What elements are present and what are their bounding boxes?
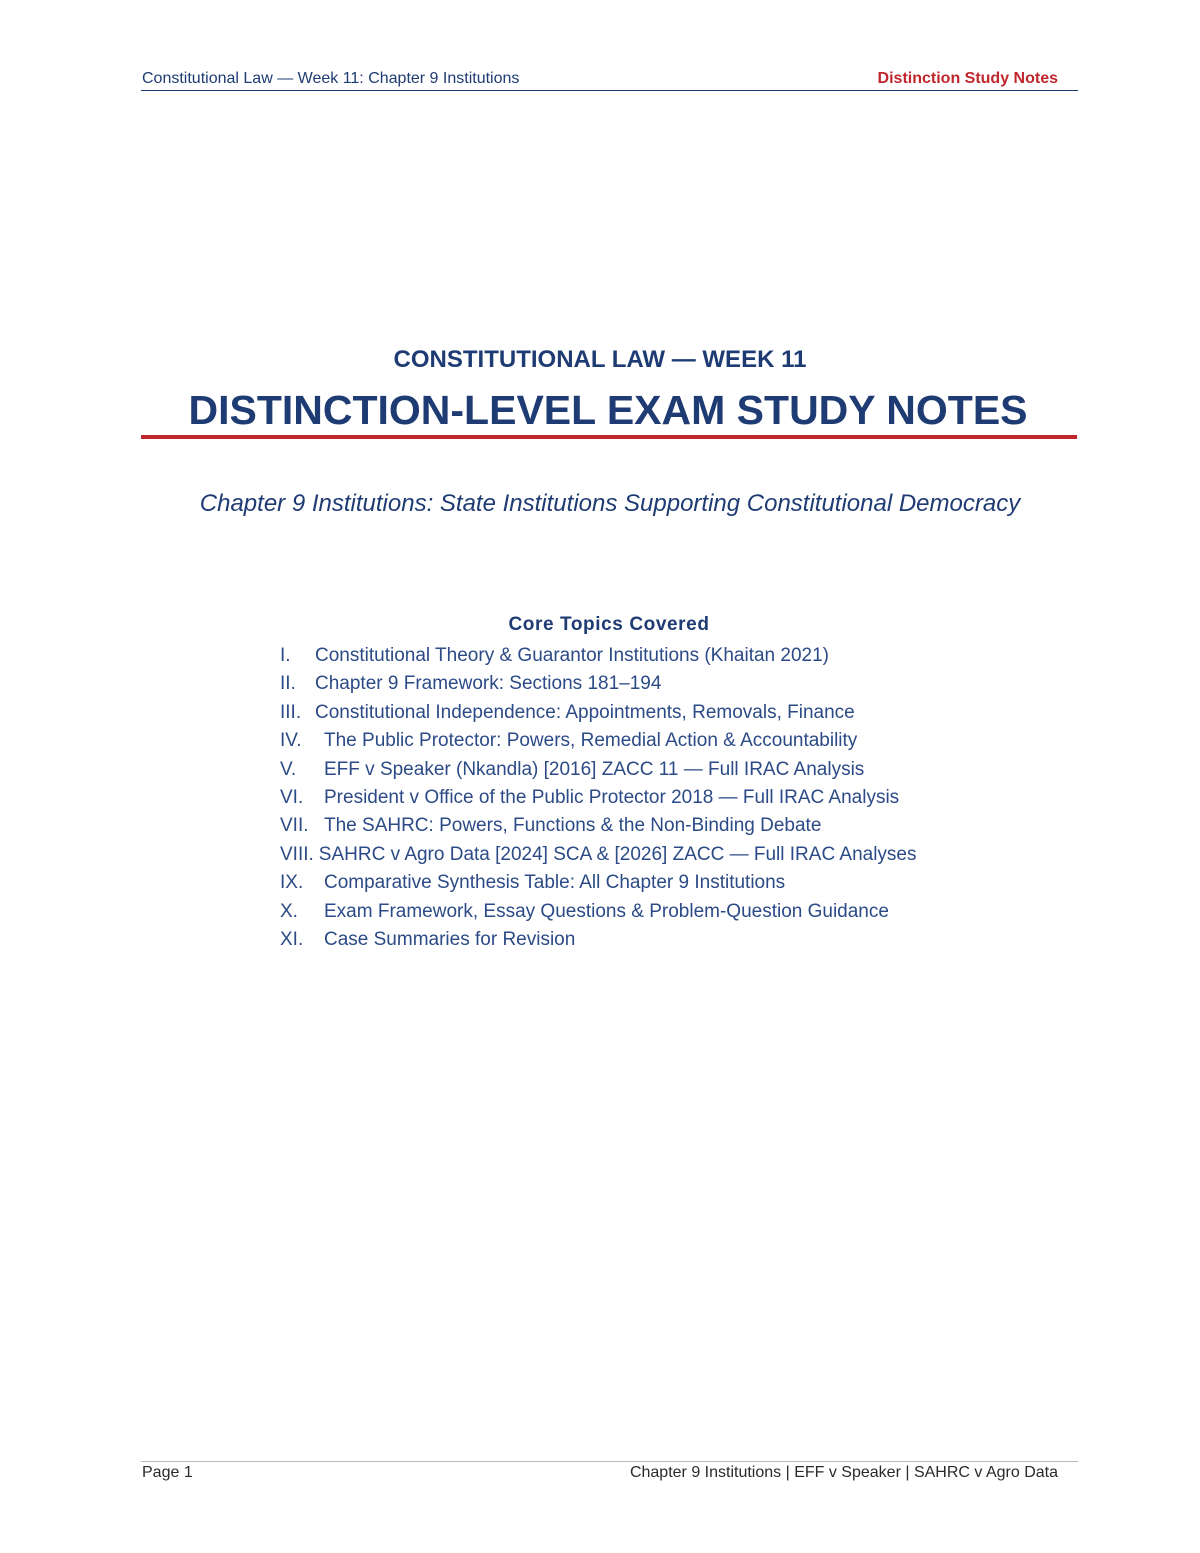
topic-number: V. <box>280 758 297 780</box>
topic-number: I. <box>280 645 291 666</box>
topic-text: EFF v Speaker (Nkandla) [2016] ZACC 11 — Full IRAC Analysis <box>324 758 865 780</box>
topic-number: IV. <box>280 730 302 752</box>
header-document-title: Constitutional Law — Week 11: Chapter 9 Institutions <box>142 70 520 87</box>
topic-text: Exam Framework, Essay Questions & Problem-Question Guidance <box>324 900 889 922</box>
topic-item <box>280 785 917 813</box>
title-divider <box>141 435 1077 439</box>
page-footer <box>141 1461 1078 1492</box>
topic-text: SAHRC v Agro Data [2024] SCA & [2026] ZACC — Full IRAC Analyses <box>318 843 917 865</box>
page-number: Page 1 <box>142 1464 193 1481</box>
topic-number: VI. <box>280 786 304 808</box>
topic-number: III. <box>280 701 302 723</box>
topic-item <box>280 870 917 898</box>
document-main-title: DISTINCTION-LEVEL EXAM STUDY NOTES <box>188 387 1028 433</box>
topic-text: Constitutional Theory & Guarantor Institutions (Khaitan 2021) <box>315 645 829 666</box>
topic-number: IX. <box>280 872 304 894</box>
topic-text: Case Summaries for Revision <box>324 928 576 950</box>
topic-number: VII. <box>280 815 309 837</box>
topic-item <box>280 927 917 955</box>
topic-number: X. <box>280 900 298 922</box>
topic-item <box>280 842 917 870</box>
topic-text: The SAHRC: Powers, Functions & the Non-Binding Debate <box>324 815 822 837</box>
header-series-label: Distinction Study Notes <box>877 70 1058 87</box>
topic-item <box>280 671 917 699</box>
topic-item <box>280 757 917 785</box>
topic-item <box>280 899 917 927</box>
topics-heading: Core Topics Covered <box>508 614 710 635</box>
topic-text: Chapter 9 Framework: Sections 181–194 <box>315 673 662 695</box>
topic-number: VIII. <box>280 843 314 865</box>
topic-text: Constitutional Independence: Appointments, Removals, Finance <box>315 701 855 723</box>
course-week-heading: CONSTITUTIONAL LAW — WEEK 11 <box>393 346 807 373</box>
topic-item <box>280 813 917 841</box>
page-header <box>141 68 1078 91</box>
topics-list <box>280 643 917 955</box>
topic-item <box>280 728 917 756</box>
topic-number: XI. <box>280 928 304 950</box>
topic-text: The Public Protector: Powers, Remedial Action & Accountability <box>324 730 858 752</box>
topic-item <box>280 700 917 728</box>
topic-number: II. <box>280 673 296 695</box>
topic-item <box>280 643 917 671</box>
topic-text: Comparative Synthesis Table: All Chapter 9 Institutions <box>324 872 786 894</box>
footer-case-list: Chapter 9 Institutions | EFF v Speaker | SAHRC v Agro Data <box>629 1464 1058 1481</box>
topic-text: President v Office of the Public Protector 2018 — Full IRAC Analysis <box>324 786 900 808</box>
document-subtitle: Chapter 9 Institutions: State Institutions Supporting Constitutional Democracy <box>199 490 1021 517</box>
